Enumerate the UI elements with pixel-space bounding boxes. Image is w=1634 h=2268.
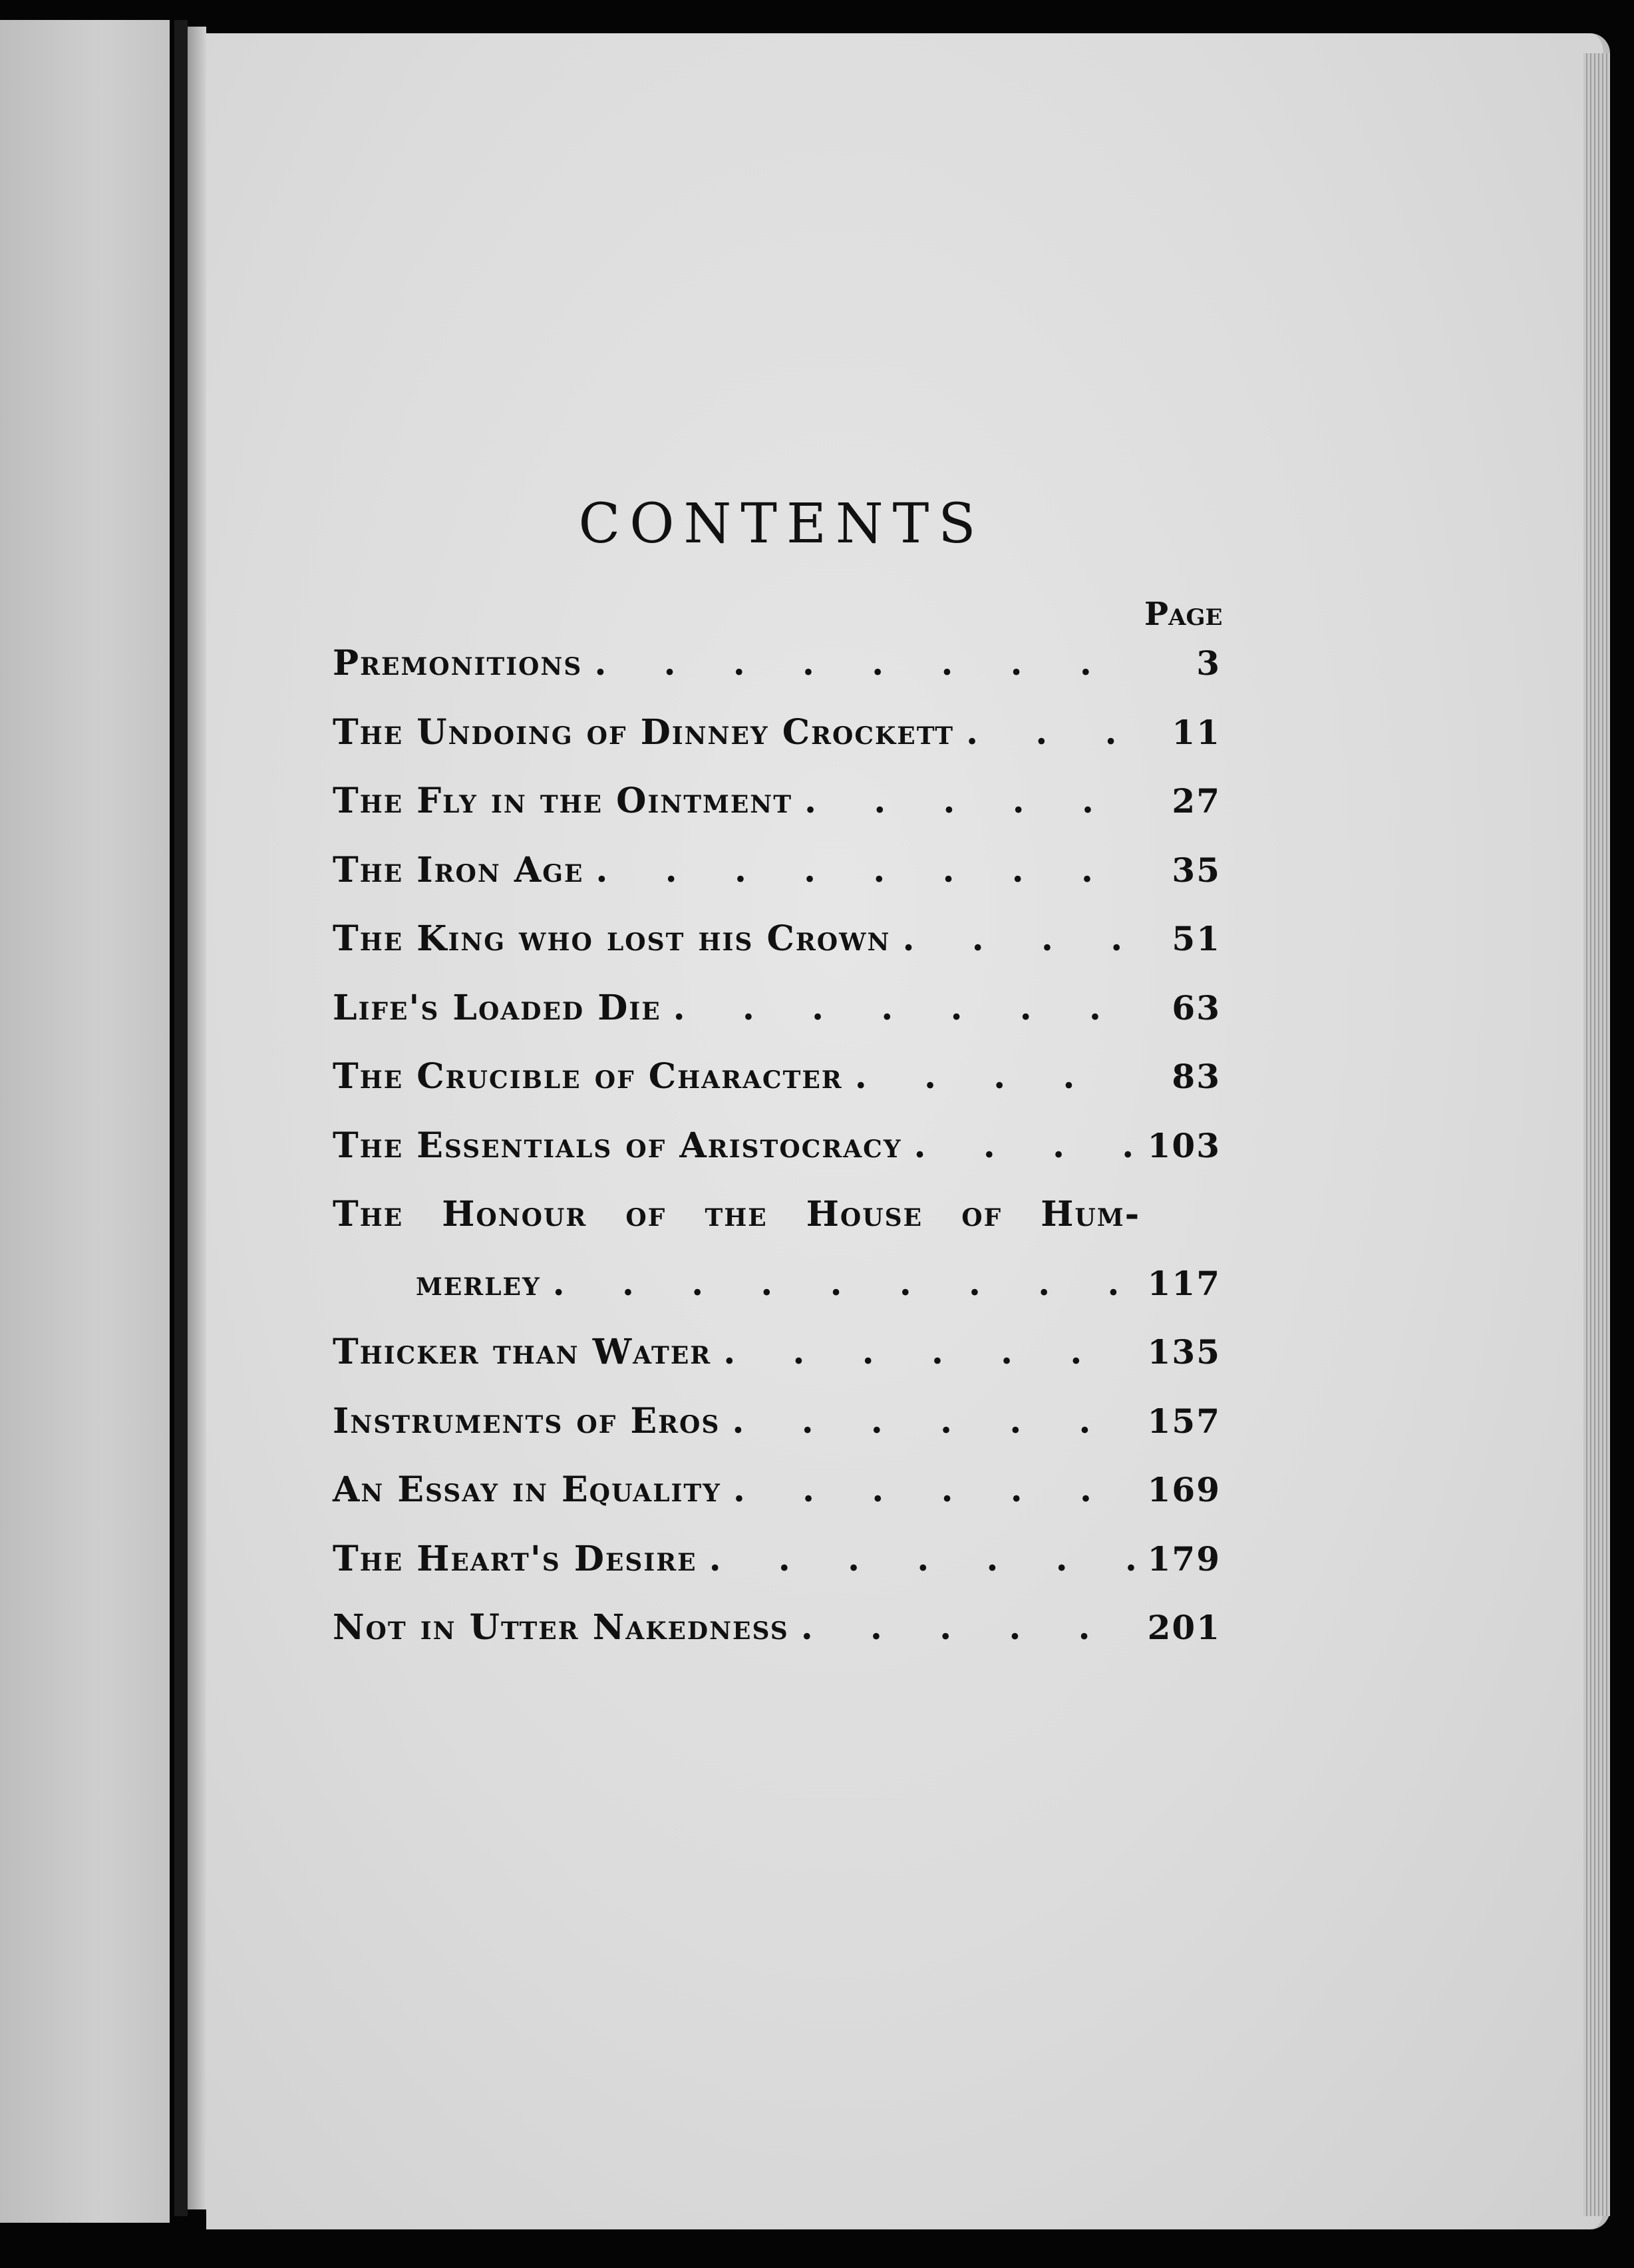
toc-entry[interactable] bbox=[333, 698, 1221, 767]
dot-leader bbox=[902, 904, 1134, 974]
toc-entry-title: Premonitions bbox=[333, 643, 583, 683]
facing-page-edge bbox=[0, 20, 170, 2223]
toc-entry[interactable] bbox=[333, 1387, 1221, 1456]
toc-entry-title: The Iron Age bbox=[333, 849, 584, 890]
dot-leader bbox=[804, 767, 1134, 836]
toc-entry[interactable] bbox=[333, 836, 1221, 905]
dot-leader bbox=[709, 1525, 1134, 1594]
dot-leader bbox=[723, 1318, 1134, 1387]
toc-entry-page: 83 bbox=[1172, 1057, 1221, 1096]
book-gutter bbox=[174, 20, 188, 2216]
toc-entry-title: The King who lost his Crown bbox=[333, 918, 891, 959]
toc-entry-page: 157 bbox=[1147, 1401, 1221, 1441]
dot-leader bbox=[732, 1387, 1134, 1456]
gutter-shadow bbox=[188, 27, 206, 2209]
toc-entry-page: 51 bbox=[1172, 919, 1221, 958]
toc-entry-title: Thicker than Water bbox=[333, 1332, 712, 1372]
toc-entry-page: 169 bbox=[1147, 1470, 1221, 1509]
toc-entry-first-line[interactable] bbox=[333, 1180, 1221, 1249]
toc-entry-title: The Crucible of Character bbox=[333, 1056, 843, 1097]
page-edges bbox=[1583, 53, 1610, 2216]
toc-entry-page: 117 bbox=[1147, 1263, 1221, 1303]
dot-leader bbox=[855, 1042, 1134, 1111]
toc-entry-title: Not in Utter Nakedness bbox=[333, 1607, 789, 1648]
toc-entry-page: 63 bbox=[1172, 988, 1221, 1028]
dot-leader bbox=[595, 836, 1134, 905]
toc-entry[interactable] bbox=[333, 904, 1221, 974]
dot-leader bbox=[594, 629, 1134, 698]
dot-leader bbox=[966, 698, 1134, 767]
toc-entry-continuation[interactable] bbox=[333, 1249, 1221, 1318]
toc-entry[interactable] bbox=[333, 767, 1221, 836]
toc-entry-page: 201 bbox=[1147, 1608, 1221, 1647]
table-of-contents bbox=[333, 629, 1221, 1662]
toc-entry-title: The Heart's Desire bbox=[333, 1538, 697, 1579]
page-column-header: Page bbox=[1144, 596, 1223, 633]
dot-leader bbox=[801, 1593, 1134, 1662]
toc-entry-title: The Honour of the House of Hum- bbox=[333, 1194, 1141, 1234]
toc-entry-title: The Fly in the Ointment bbox=[333, 781, 792, 821]
toc-entry-title: Instruments of Eros bbox=[333, 1400, 721, 1441]
toc-entry-page: 103 bbox=[1147, 1125, 1221, 1165]
toc-entry[interactable] bbox=[333, 974, 1221, 1043]
toc-entry[interactable] bbox=[333, 1455, 1221, 1525]
dot-leader bbox=[914, 1111, 1134, 1181]
toc-entry-title: Life's Loaded Die bbox=[333, 987, 661, 1028]
dot-leader bbox=[553, 1249, 1134, 1318]
toc-entry-page: 3 bbox=[1196, 644, 1221, 683]
toc-entry-title: An Essay in Equality bbox=[333, 1469, 721, 1510]
toc-entry-title: The Undoing of Dinney Crockett bbox=[333, 711, 955, 753]
toc-entry-page: 135 bbox=[1147, 1332, 1221, 1372]
toc-entry[interactable] bbox=[333, 1318, 1221, 1387]
page-title: CONTENTS bbox=[578, 492, 985, 556]
toc-entry[interactable] bbox=[333, 1525, 1221, 1594]
toc-entry[interactable] bbox=[333, 1111, 1221, 1181]
toc-entry-page: 11 bbox=[1172, 712, 1221, 752]
toc-entry-page: 179 bbox=[1147, 1539, 1221, 1579]
dot-leader bbox=[733, 1455, 1134, 1525]
toc-entry-title: The Essentials of Aristocracy bbox=[333, 1125, 902, 1166]
toc-entry[interactable] bbox=[333, 1042, 1221, 1111]
toc-entry-page: 27 bbox=[1172, 781, 1221, 821]
toc-entry-title-continued: merley bbox=[416, 1262, 541, 1304]
dot-leader bbox=[673, 974, 1134, 1043]
toc-entry[interactable] bbox=[333, 1593, 1221, 1662]
toc-entry[interactable] bbox=[333, 629, 1221, 698]
toc-entry-page: 35 bbox=[1172, 850, 1221, 890]
